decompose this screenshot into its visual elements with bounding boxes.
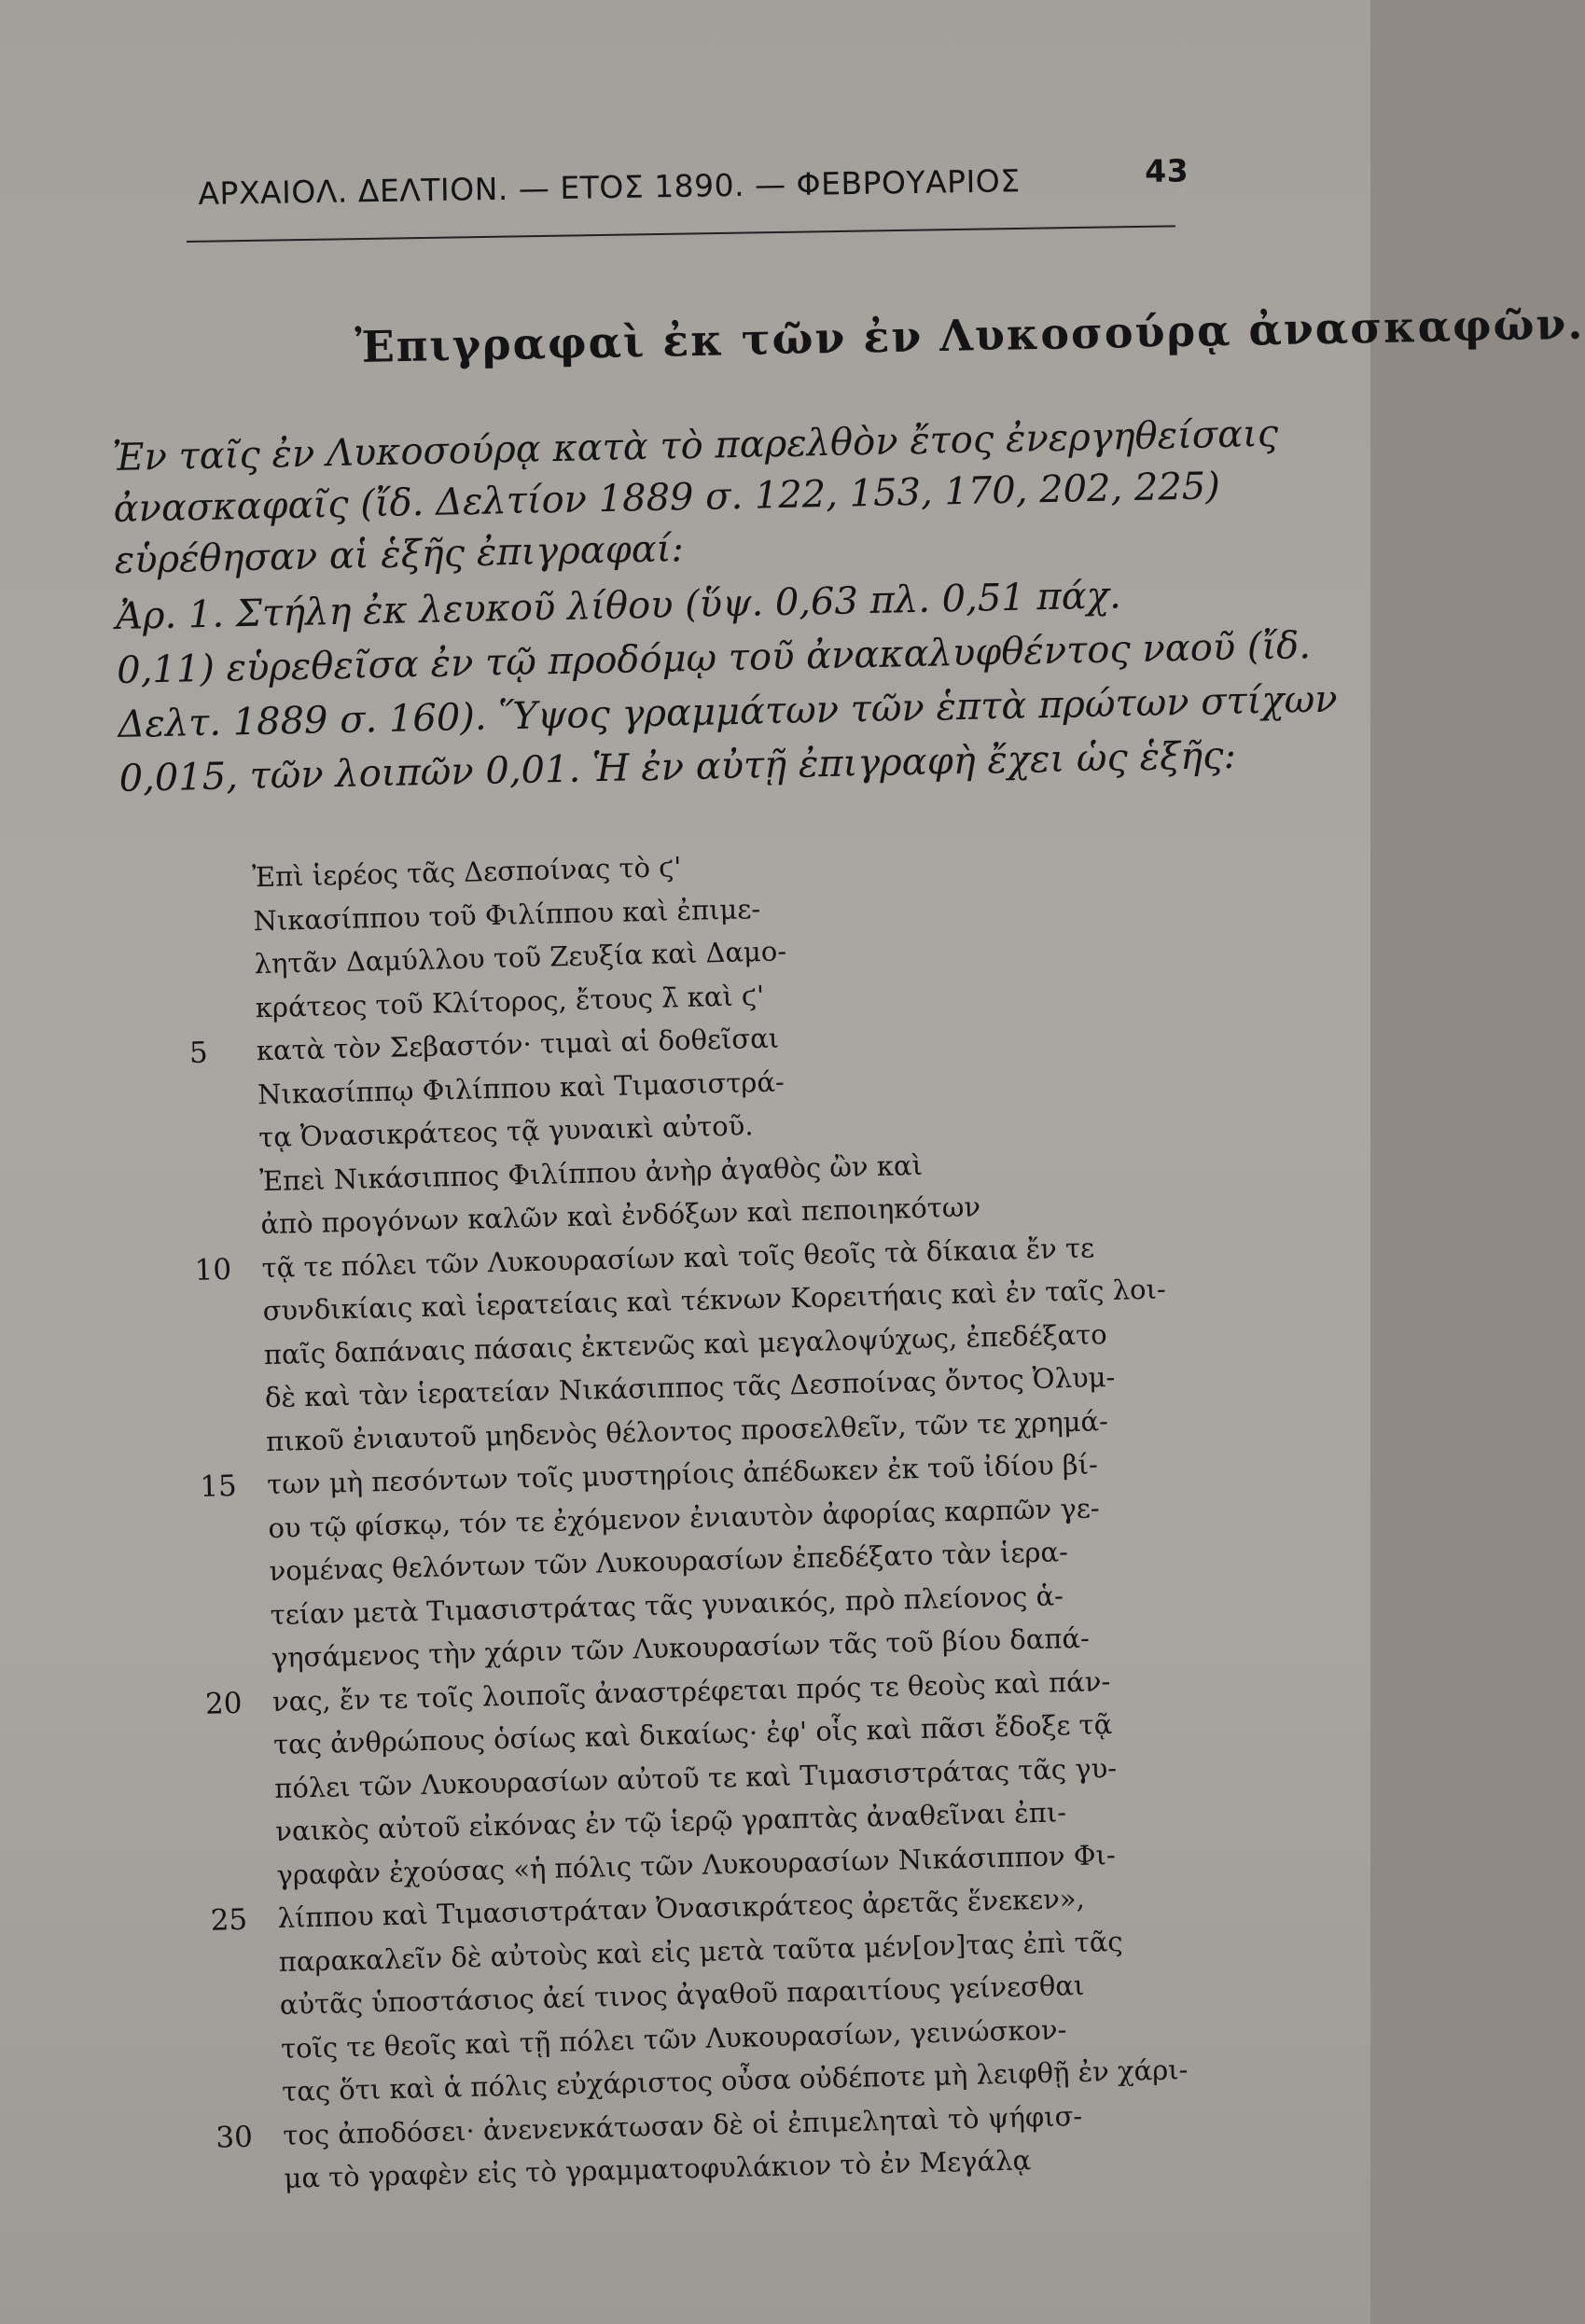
inscription-line [198,1317,1107,1375]
intro-line: 0,015, τῶν λοιπῶν 0,01. Ἡ ἐν αὐτῇ ἐπιγραφὴ ἔχει ὡς ἑξῆς: [118,733,1237,800]
inscription-line-text: νομένας θελόντων τῶν Λυκουρασίων ἐπεδέξατο τὰν ἱερα- [269,1536,1069,1588]
intro-line: Δελτ. 1889 σ. 160). Ὕψος γραμμάτων τῶν ἑπτὰ πρώτων στίχων [117,677,1338,746]
inscription-line [204,1664,1111,1722]
inscription-line-text: παῖς δαπάναις πάσαις ἐκτενῶς καὶ μεγαλοψύχως, ἐπεδέξατο [263,1317,1107,1371]
line-number: 15 [199,1468,238,1504]
inscription-line-text: μα τὸ γραφὲν εἰς τὸ γραμματοφυλάκιον τὸ ἐν Μεγάλᾳ [284,2144,1032,2194]
inscription-line [197,1273,1167,1332]
inscription-line [215,2099,1083,2156]
inscription-line [201,1404,1109,1462]
inscription-line-text: Ἐπεὶ Νικάσιππος Φιλίππου ἀνὴρ ἀγαθὸς ὢν καὶ [258,1148,924,1197]
line-number [213,1989,259,1990]
inscription-text [187,837,1259,2194]
line-number [198,1383,244,1384]
inscription-line-text: των μὴ πεσόντων τοῖς μυστηρίοις ἀπέδωκεν ἐκ τοῦ ἰδίου βί- [266,1448,1099,1501]
line-number [192,1165,239,1166]
inscription-line-text: κατὰ τὸν Σεβαστόν· τιμαὶ αἱ δοθεῖσαι [256,1022,780,1067]
intro-line: Ἀρ. 1. Στήλη ἐκ λευκοῦ λίθου (ὕψ. 0,63 πλ. 0,51 πάχ. [115,574,1122,638]
inscription-line [189,979,765,1028]
line-number: 20 [204,1686,243,1721]
line-number [191,1122,238,1123]
inscription-line [188,935,787,985]
intro-line: 0,11) εὑρεθεῖσα ἐν τῷ προδόμῳ τοῦ ἀνακαλυφθέντος ναοῦ (ἴδ. [116,624,1312,692]
inscription-line [188,1022,780,1072]
line-number [203,1643,250,1644]
line-number [216,2163,263,2164]
line-number [211,1946,257,1947]
running-head [198,152,1188,224]
page-number: 43 [1144,152,1189,190]
inscription-line-text: ου τῷ φίσκῳ, τόν τε ἐχόμενον ἐνιαυτὸν ἀφορίας καρπῶν γε- [268,1491,1100,1544]
inscription-line-text: Νικασίππου τοῦ Φιλίππου καὶ ἐπιμε- [253,892,761,937]
article-title: Ἐπιγραφαὶ ἐκ τῶν ἐν Λυκοσούρᾳ ἀνασκαφῶν. [355,298,1585,372]
inscription-line [194,1231,1095,1288]
inscription-line-text: νας, ἔν τε τοῖς λοιποῖς ἀναστρέφεται πρός τε θεοὺς καὶ πάν- [271,1664,1111,1718]
line-number: 5 [188,1036,209,1070]
inscription-line-text: τᾳ Ὀνασικράτεος τᾷ γυναικὶ αὐτοῦ. [257,1109,754,1154]
inscription-line-text: Νικασίππῳ Φιλίππου καὶ Τιμασιστρά- [257,1065,786,1110]
inscription-line-text: τοῖς τε θεοῖς καὶ τῇ πόλει τῶν Λυκουρασίων, γεινώσκον- [280,2012,1067,2065]
intro-line: ἀνασκαφαῖς (ἴδ. Δελτίον 1889 σ. 122, 153, 170, 202, 225) [113,465,1221,531]
line-number: 30 [215,2120,254,2155]
inscription-line [204,1579,1064,1635]
inscription-line-text: Ἐπὶ ἱερέος τᾶς Δεσποίνας τὸ ϛ' [251,851,682,894]
inscription-line-text: λίππου καὶ Τιμασιστράταν Ὀνασικράτεος ἀρετᾶς ἕνεκεν», [277,1882,1086,1934]
inscription-line [209,1751,1118,1809]
inscription-line-text: κράτεος τοῦ Κλίτορος, ἔτους λ̄ καὶ ϛ' [255,979,765,1023]
line-number [193,1209,240,1210]
line-number [208,1816,255,1817]
inscription-line [211,1838,1117,1896]
line-number: 25 [210,1902,248,1938]
inscription-line [210,1882,1086,1940]
line-number [215,2076,261,2077]
inscription-line-text: ναικὸς αὐτοῦ εἰκόνας ἐν τῷ ἱερῷ γραπτὰς ἀναθεῖναι ἐπι- [274,1796,1067,1847]
line-number [209,1859,256,1860]
line-number [186,905,232,906]
line-number [202,1599,249,1600]
line-number [187,949,233,950]
inscription-line [203,1536,1069,1593]
inscription-line-text: λητᾶν Δαμύλλου τοῦ Ζευξία καὶ Δαμο- [254,935,787,981]
inscription-line [194,1148,924,1202]
inscription-line [200,1360,1116,1419]
inscription-line-text: πικοῦ ἐνιαυτοῦ μηδενὸς θέλοντος προσελθεῖν, τῶν τε χρημά- [265,1404,1109,1457]
line-number [207,1773,254,1774]
inscription-line-text: τας ἀνθρώπους ὁσίως καὶ δικαίως· ἐφ' οἷς καὶ πᾶσι ἔδοξε τᾷ [272,1708,1113,1761]
inscription-line-text: τας ὅτι καὶ ἁ πόλις εὐχάριστος οὖσα οὐδέποτε μὴ λειφθῇ ἐν χάρι- [281,2053,1189,2108]
inscription-line [218,2144,1032,2200]
running-head-title: ΑΡΧΑΙΟΛ. ΔΕΛΤΙΟΝ. — ΕΤΟΣ 1890. — ΦΕΒΡΟΥΑΡΙΟΣ [198,162,1021,212]
line-number [196,1339,243,1340]
line-number [206,1730,253,1731]
inscription-line [193,1109,754,1159]
inscription-line-text: τος ἀποδόσει· ἀνενενκάτωσαν δὲ οἱ ἐπιμεληταὶ τὸ ψήφισ- [282,2099,1083,2151]
intro-line: Ἐν ταῖς ἐν Λυκοσούρᾳ κατὰ τὸ παρελθὸν ἔτος ἐνεργηθείσαις [112,411,1279,480]
intro-line: εὑρέθησαν αἱ ἑξῆς ἐπιγραφαί: [114,527,685,582]
inscription-line [208,1708,1113,1766]
inscription-line [216,2053,1189,2113]
intro-paragraph [112,411,1338,800]
line-number [214,2033,260,2034]
line-number: 10 [194,1252,232,1287]
inscription-line-text: πόλει τῶν Λυκουρασίων αὐτοῦ τε καὶ Τιμασιστράτας τᾶς γυ- [273,1751,1118,1804]
inscription-line [213,1925,1123,1983]
line-number [195,1296,242,1297]
header-rule [187,225,1175,243]
inscription-line-text: γησάμενος τὴν χάριν τῶν Λυκουρασίων τᾶς τοῦ βίου δαπά- [271,1621,1091,1675]
line-number [202,1556,248,1557]
inscription-line-text: παρακαλεῖν δὲ αὐτοὺς καὶ εἰς μετὰ ταῦτα μέν[ον]τας ἐπὶ τᾶς [278,1925,1123,1978]
inscription-line-text: συνδικίαις καὶ ἱερατείαις καὶ τέκνων Κορειτήαις καὶ ἐν ταῖς λοι- [262,1273,1167,1328]
inscription-line-text: γραφὰν ἐχούσας «ἡ πόλις τῶν Λυκουρασίων Νικάσιππον Φι- [276,1838,1117,1891]
inscription-line-text: δὲ καὶ τὰν ἱερατείαν Νικάσιππος τᾶς Δεσποίνας ὄντος Ὀλυμ- [264,1360,1116,1414]
inscription-line-text: τᾷ τε πόλει τῶν Λυκουρασίων καὶ τοῖς θεοῖς τὰ δίκαια ἔν τε [261,1231,1095,1284]
inscription-line [202,1491,1100,1549]
line-number [201,1512,247,1513]
inscription-line [215,1969,1085,2026]
inscription-line [195,1190,981,1245]
inscription-line [205,1621,1091,1679]
line-number [185,862,231,863]
inscription-line-text: αὐτᾶς ὑποστάσιος ἀεί τινος ἀγαθοῦ παραιτίους γείνεσθαι [279,1969,1085,2021]
inscription-line [210,1796,1067,1853]
inscription-line [192,1065,786,1115]
inscription-line-text: ἀπὸ προγόνων καλῶν καὶ ἐνδόξων καὶ πεποιηκότων [260,1190,981,1241]
inscription-line [187,851,682,898]
inscription-line-text: τείαν μετὰ Τιμασιστράτας τᾶς γυναικός, πρὸ πλείονος ἁ- [270,1579,1064,1631]
line-number [188,992,234,993]
